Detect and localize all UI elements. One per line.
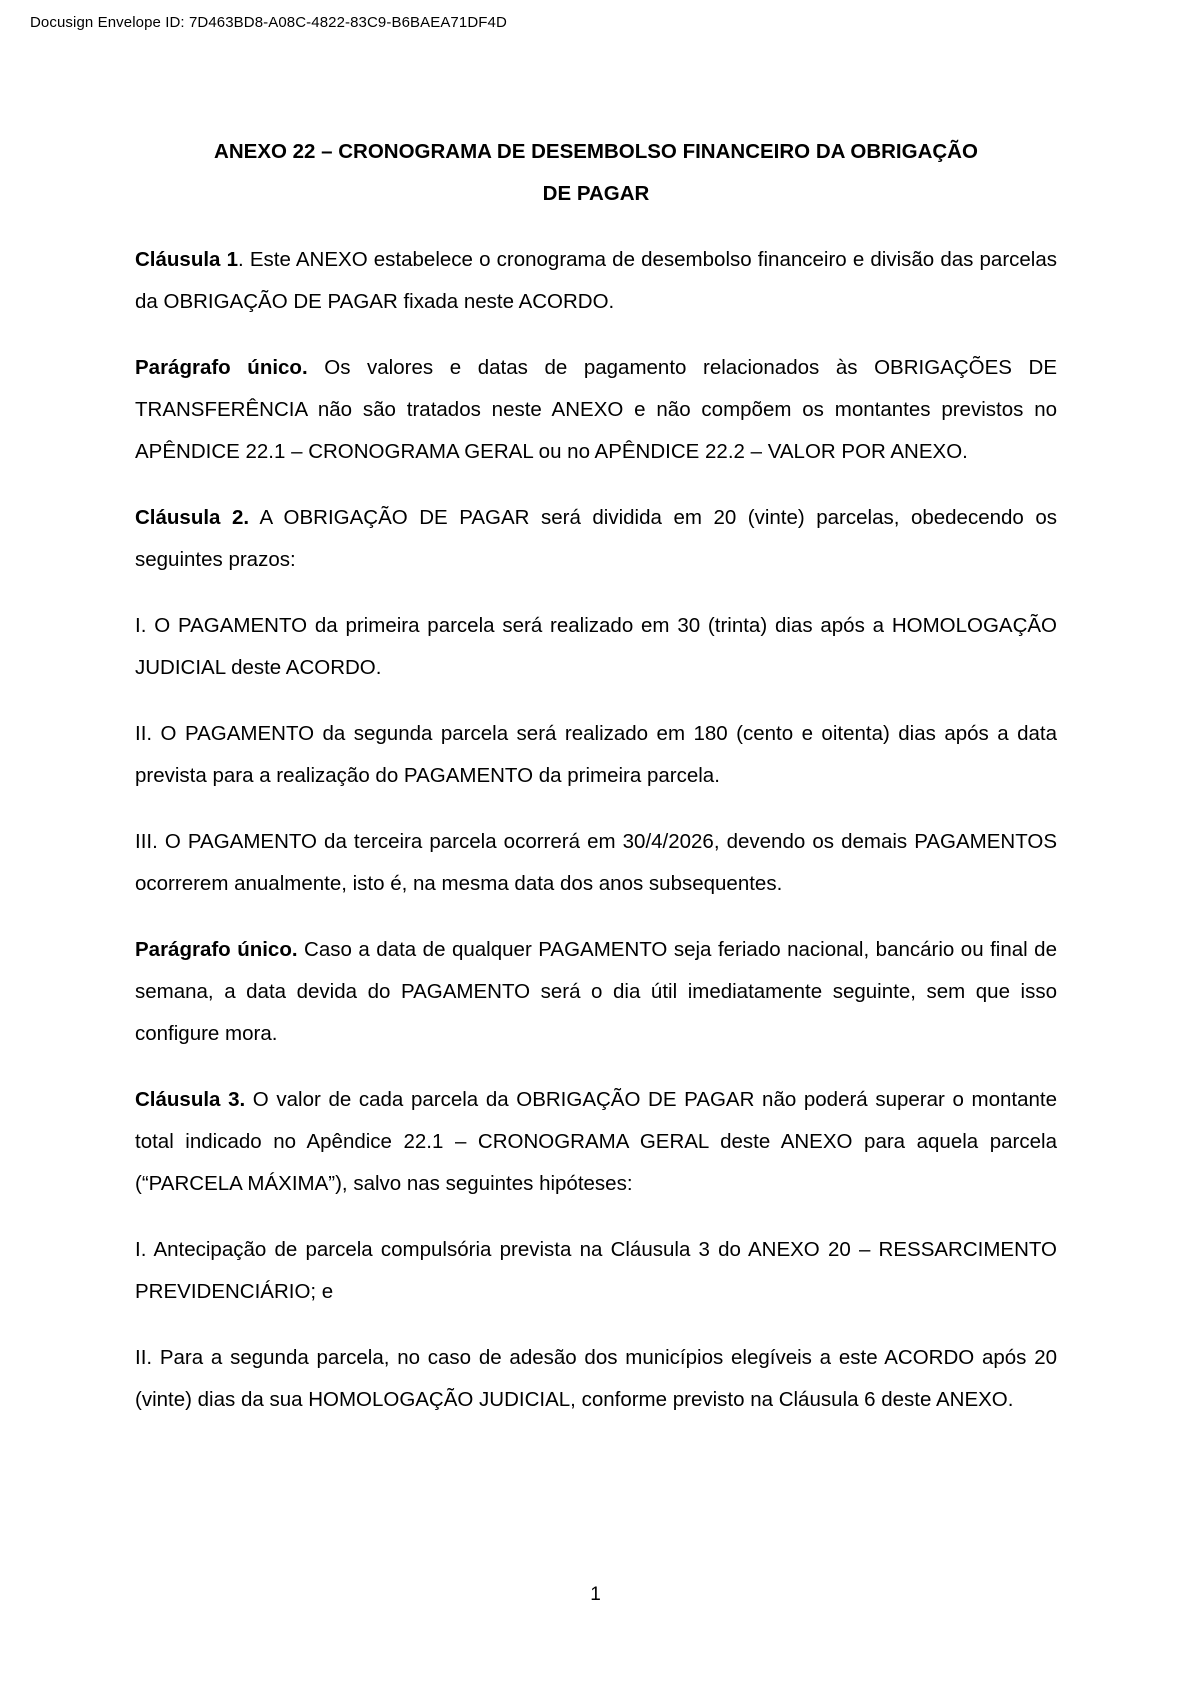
paragraph-item-iii-clausula-2 <box>135 821 1057 905</box>
clause-text: II. O PAGAMENTO da segunda parcela será realizado em 180 (cento e oitenta) dias após a data prevista para a realização do PAGAMENTO da primeira parcela. <box>135 722 1057 787</box>
docusign-envelope-id: Docusign Envelope ID: 7D463BD8-A08C-4822-83C9-B6BAEA71DF4D <box>30 14 507 31</box>
document-title <box>135 131 1057 215</box>
title-line-1: ANEXO 22 – CRONOGRAMA DE DESEMBOLSO FINANCEIRO DA OBRIGAÇÃO <box>214 140 978 163</box>
clause-text: . Este ANEXO estabelece o cronograma de desembolso financeiro e divisão das parcelas da OBRIGAÇÃO DE PAGAR fixada neste ACORDO. <box>135 248 1058 313</box>
title-line-2: DE PAGAR <box>542 182 650 205</box>
clause-text: A OBRIGAÇÃO DE PAGAR será dividida em 20 (vinte) parcelas, obedecendo os seguintes prazos: <box>135 506 1057 571</box>
clause-text: I. Antecipação de parcela compulsória prevista na Cláusula 3 do ANEXO 20 – RESSARCIMENTO PREVIDENCIÁRIO; e <box>135 1238 1057 1303</box>
clause-text: III. O PAGAMENTO da terceira parcela ocorrerá em 30/4/2026, devendo os demais PAGAMENTOS ocorrerem anualmente, isto é, na mesma data dos anos subsequentes. <box>135 830 1057 895</box>
clause-lead: Cláusula 2. <box>135 506 250 529</box>
paragraph-paragrafo-unico-1 <box>135 347 1057 473</box>
clause-text: O valor de cada parcela da OBRIGAÇÃO DE PAGAR não poderá superar o montante total indicado no Apêndice 22.1 – CRONOGRAMA GERAL deste ANEXO para aquela parcela (“PARCELA MÁXIMA”), salvo nas seguintes hipóteses: <box>135 1088 1057 1195</box>
clause-text: II. Para a segunda parcela, no caso de adesão dos municípios elegíveis a este ACORDO após 20 (vinte) dias da sua HOMOLOGAÇÃO JUDICIAL, conforme previsto na Cláusula 6 deste ANEXO. <box>135 1346 1057 1411</box>
paragraph-item-i-clausula-2 <box>135 605 1057 689</box>
paragraph-paragrafo-unico-2 <box>135 929 1057 1055</box>
paragraph-clausula-1 <box>135 239 1057 323</box>
clause-text: Caso a data de qualquer PAGAMENTO seja feriado nacional, bancário ou final de semana, a data devida do PAGAMENTO será o dia útil imediatamente seguinte, sem que isso configure mora. <box>135 938 1057 1045</box>
clause-lead: Cláusula 1 <box>135 248 238 271</box>
clause-text: Os valores e datas de pagamento relacionados às OBRIGAÇÕES DE TRANSFERÊNCIA não são tratados neste ANEXO e não compõem os montantes previstos no APÊNDICE 22.1 – CRONOGRAMA GERAL ou no APÊNDICE 22.2 – VALOR POR ANEXO. <box>135 356 1057 463</box>
paragraph-item-ii-clausula-3 <box>135 1337 1057 1421</box>
paragraph-item-ii-clausula-2 <box>135 713 1057 797</box>
clause-text: I. O PAGAMENTO da primeira parcela será realizado em 30 (trinta) dias após a HOMOLOGAÇÃO JUDICIAL deste ACORDO. <box>135 614 1057 679</box>
paragraph-item-i-clausula-3 <box>135 1229 1057 1313</box>
paragraph-clausula-3 <box>135 1079 1057 1205</box>
clause-lead: Parágrafo único. <box>135 938 298 961</box>
paragraph-clausula-2 <box>135 497 1057 581</box>
page-number: 1 <box>590 1584 601 1605</box>
clause-lead: Cláusula 3. <box>135 1088 246 1111</box>
clause-lead: Parágrafo único. <box>135 356 308 379</box>
document-body <box>135 131 1057 1445</box>
